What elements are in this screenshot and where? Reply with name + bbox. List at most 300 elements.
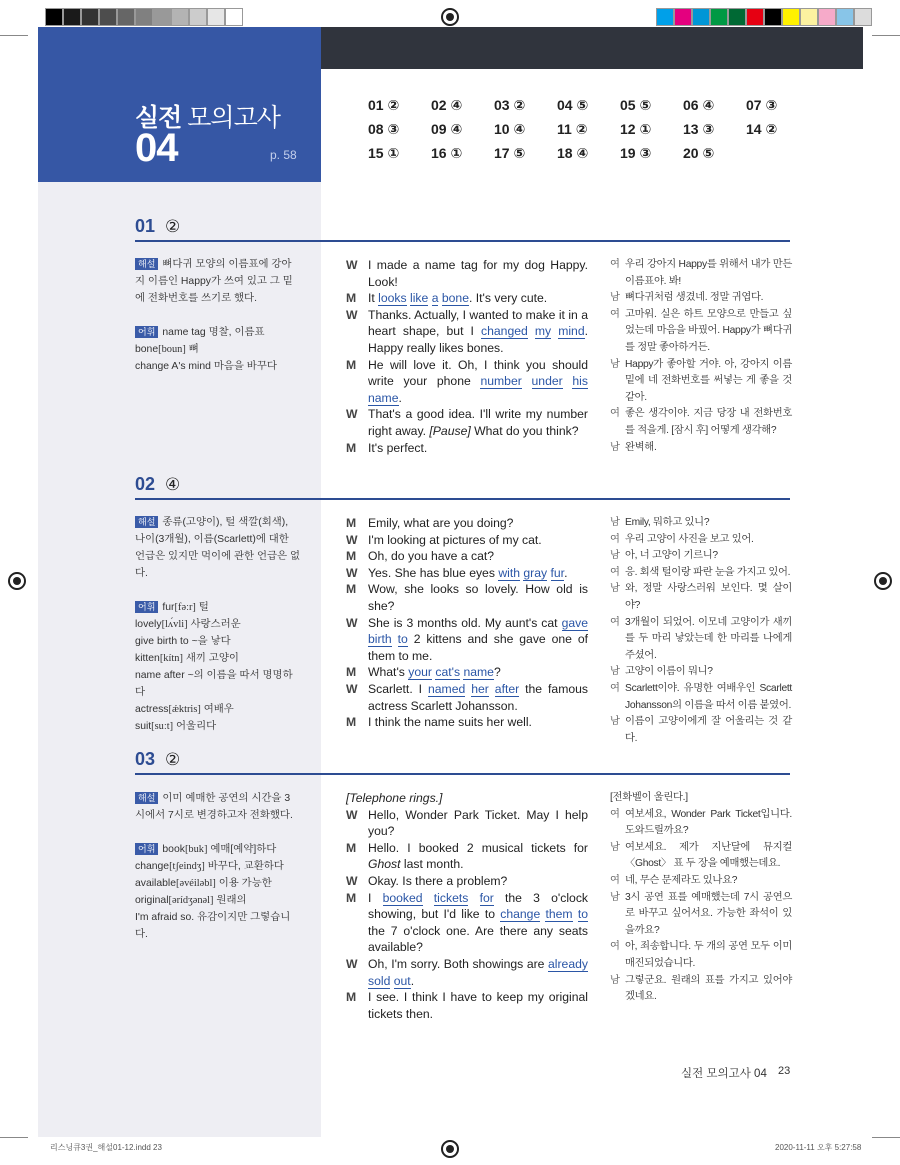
registration-mark-right — [874, 572, 892, 590]
dialog-text: . It's very cute. — [469, 291, 548, 306]
dialog-text — [528, 324, 535, 338]
vocab-word: change A's mind — [135, 361, 211, 372]
highlighted-phrase: for — [479, 890, 494, 905]
dialog-line — [346, 307, 588, 357]
vocab-pronunciation: [ǽktris] — [168, 704, 201, 715]
translation-text: 이름이 고양이에게 잘 어울리는 것 같다. — [625, 716, 792, 744]
speaker-label: 남 — [610, 891, 620, 903]
explanation-tag: 해설 — [135, 258, 158, 270]
spacer — [135, 582, 300, 599]
answer-key-item: 03 ② — [494, 97, 526, 113]
print-gray-swatch — [153, 8, 171, 26]
section-03-dialog — [346, 790, 588, 1022]
explanation-tag: 해설 — [135, 792, 158, 804]
speaker-label: 남 — [610, 666, 620, 678]
section-number: 01 — [135, 216, 156, 236]
print-color-swatch — [854, 8, 872, 26]
vocabulary-tag: 어휘 — [135, 601, 158, 613]
dialog-text: . — [410, 973, 415, 988]
answer-key-item: 19 ③ — [620, 145, 652, 161]
dialog-line — [346, 840, 588, 873]
vocab-item — [135, 616, 300, 633]
highlighted-phrase: name — [463, 665, 494, 680]
registration-mark-bottom — [441, 1140, 459, 1158]
stage-direction: [전화벨이 울린다.] — [610, 792, 688, 803]
section-03-heading — [135, 749, 180, 770]
print-gray-swatch — [225, 8, 243, 26]
vocab-word: suit — [135, 721, 152, 732]
dialog-text — [489, 682, 495, 696]
section-number: 03 — [135, 749, 156, 769]
dialog-text: What's — [368, 665, 409, 680]
highlighted-phrase: a — [431, 291, 439, 306]
translation-line — [610, 615, 792, 665]
dialog-text: Hello, Wonder Park Ticket. May I help you? — [368, 807, 588, 839]
answer-key-item: 20 ⑤ — [683, 145, 715, 161]
highlighted-phrase: like — [410, 291, 429, 306]
dialog-text: That's a good idea. I'll write my number right away. — [368, 407, 588, 438]
vocab-word: name tag — [162, 327, 206, 338]
crop-line-bottom-left — [0, 1137, 28, 1138]
answer-key-item: 01 ② — [368, 97, 400, 113]
dialog-text: It's perfect. — [368, 440, 428, 455]
dialog-text: I — [368, 890, 383, 905]
vocab-item — [135, 650, 300, 667]
print-gray-swatch — [99, 8, 117, 26]
translation-line — [610, 581, 792, 614]
vocab-pronunciation: [buk] — [184, 844, 208, 855]
highlighted-phrase: after — [494, 681, 520, 696]
dialog-text: . — [564, 565, 568, 580]
translation-text: 아, 죄송합니다. 두 개의 공연 모두 이미 매진되었습니다. — [625, 941, 792, 969]
speaker-label: M — [346, 357, 357, 372]
vocab-word: available — [135, 878, 177, 889]
print-gray-swatch — [189, 8, 207, 26]
speaker-label: 남 — [610, 716, 620, 728]
translation-line — [610, 939, 792, 972]
highlighted-phrase: under — [531, 374, 563, 389]
vocab-pronunciation: [əvéiləbl] — [176, 878, 216, 889]
vocab-word: change — [135, 861, 170, 872]
dialog-text — [392, 632, 398, 646]
spacer — [135, 307, 300, 324]
speaker-label: 여 — [610, 408, 620, 420]
vocab-item — [135, 892, 300, 909]
explanation-text — [135, 790, 300, 824]
slug-timestamp: 2020-11-11 오후 5:27:58 — [775, 1143, 862, 1152]
vocab-meaning: 예매[예약]하다 — [210, 844, 277, 855]
section-03-rule — [135, 773, 790, 775]
speaker-label: W — [346, 807, 358, 822]
vocab-word: actress — [135, 704, 169, 715]
answer-key-item: 18 ④ — [557, 145, 589, 161]
dialog-text: Emily, what are you doing? — [368, 516, 514, 530]
dialog-text — [522, 374, 532, 388]
dialog-line — [346, 290, 588, 307]
explanation-body: 종류(고양이), 털 색깔(회색), 나이(3개월), 이름(Scarlett)에 대한 언급은 있지만 먹이에 관한 언급은 없다. — [135, 517, 300, 579]
highlighted-phrase: fur — [550, 565, 565, 580]
section-answer: ④ — [165, 475, 181, 494]
translation-text: 3개월이 되었어. 이모네 고양이가 새끼를 두 마리 낳았는데 한 마리를 나에게 주셨어. — [625, 616, 792, 661]
highlighted-phrase: mind — [558, 324, 585, 339]
dialog-text: I made a name tag for my dog Happy. Look! — [368, 258, 588, 289]
speaker-label: 남 — [610, 583, 620, 595]
dialog-line — [346, 890, 588, 956]
section-02-heading — [135, 474, 180, 495]
print-color-swatch — [800, 8, 818, 26]
color-print-bar — [656, 8, 872, 26]
section-answer: ② — [165, 750, 181, 769]
answer-key-item: 10 ④ — [494, 121, 526, 137]
dialog-text: Thanks. Actually, I wanted to make it in a heart shape, but I — [368, 307, 588, 339]
registration-mark-top — [441, 8, 459, 26]
answer-key-item: 16 ① — [431, 145, 463, 161]
translation-text: 고마워. 실은 하트 모양으로 만들고 싶었는데 마음을 바꿨어. Happy가 뼈다귀를 정말 좋아하거든. — [625, 308, 792, 353]
dialog-line — [346, 615, 588, 665]
speaker-label: W — [346, 407, 358, 422]
highlighted-phrase: out — [393, 973, 411, 988]
print-gray-swatch — [135, 8, 153, 26]
speaker-label: M — [346, 516, 357, 530]
highlighted-phrase: your — [408, 665, 432, 680]
section-number: 02 — [135, 474, 156, 494]
translation-line — [610, 290, 792, 307]
vocab-meaning: 마음을 바꾸다 — [213, 361, 277, 372]
speaker-label: 여 — [610, 308, 620, 320]
translation-line — [610, 565, 792, 582]
section-answer: ② — [165, 217, 181, 236]
speaker-label: M — [346, 840, 357, 855]
print-color-swatch — [710, 8, 728, 26]
speaker-label: M — [346, 990, 357, 1005]
vocab-word: lovely — [135, 619, 162, 630]
print-color-swatch — [656, 8, 674, 26]
section-01-dialog — [346, 257, 588, 456]
translation-line — [610, 840, 792, 873]
answer-key-item: 17 ⑤ — [494, 145, 526, 161]
highlighted-phrase: her — [471, 681, 489, 696]
translation-line — [610, 307, 792, 357]
dialog-text — [423, 891, 434, 905]
speaker-label: W — [346, 681, 358, 696]
vocab-item — [135, 599, 300, 616]
print-color-swatch — [782, 8, 800, 26]
answer-key-item: 11 ② — [557, 121, 588, 137]
vocab-item — [135, 341, 300, 358]
section-01-translation — [610, 257, 792, 456]
print-gray-swatch — [207, 8, 225, 26]
explanation-text — [135, 256, 300, 307]
section-03-explanation — [135, 790, 300, 943]
section-02-translation — [610, 515, 792, 747]
vocab-word: book — [162, 844, 185, 855]
dialog-text: She is 3 months old. My aunt's cat — [368, 615, 562, 630]
test-number: 04 — [135, 126, 178, 170]
speaker-label: 여 — [610, 682, 620, 694]
explanation-body: 뼈다귀 모양의 이름표에 강아지 이름인 Happy가 쓰여 있고 그 밑에 전화번호를 쓰기로 했다. — [135, 259, 293, 304]
vocab-meaning: ~의 이름을 따서 명명하다 — [135, 670, 293, 698]
speaker-label: 남 — [610, 358, 620, 370]
vocab-item — [135, 875, 300, 892]
title-strong: 실전 — [135, 104, 182, 132]
dialog-text: I see. I think I have to keep my original tickets then. — [368, 990, 588, 1021]
print-gray-swatch — [117, 8, 135, 26]
speaker-label: W — [346, 532, 358, 547]
vocab-word: give birth to — [135, 636, 189, 647]
vocab-meaning: ~을 낳다 — [191, 636, 231, 647]
answer-key-item: 09 ④ — [431, 121, 463, 137]
highlighted-phrase: with — [498, 565, 521, 580]
section-01-rule — [135, 240, 790, 242]
speaker-label: M — [346, 665, 357, 680]
answer-key-item: 14 ② — [746, 121, 778, 137]
vocabulary-tag: 어휘 — [135, 843, 158, 855]
answer-key-item: 02 ④ — [431, 97, 463, 113]
vocab-meaning: 털 — [198, 602, 209, 613]
translation-line — [610, 973, 792, 1006]
highlighted-phrase: bone — [441, 291, 469, 306]
vocab-pronunciation: [suːt] — [151, 721, 174, 732]
translation-text: Happy가 좋아할 거야. 아, 강아지 이름 밑에 네 전화번호를 써넣는 게 좋을 것 같아. — [625, 358, 792, 403]
print-color-swatch — [728, 8, 746, 26]
vocab-pronunciation: [boun] — [158, 344, 186, 355]
speaker-label: M — [346, 582, 357, 597]
dialog-line — [346, 681, 588, 714]
speaker-label: 남 — [610, 550, 620, 562]
dialog-text: the 3 o'clock showing, but I'd like to — [368, 890, 589, 922]
translation-text: 여보세요. 제가 지난달에 뮤지컬 〈Ghost〉 표 두 장을 예매했는데요. — [625, 841, 792, 870]
translation-line — [610, 714, 792, 747]
translation-line — [610, 681, 792, 714]
vocab-item — [135, 909, 300, 943]
dialog-text: Yes. She has blue eyes — [368, 565, 499, 580]
header-dark-band — [321, 27, 863, 69]
speaker-label: 남 — [610, 441, 620, 453]
registration-mark-left — [8, 572, 26, 590]
vocab-word: original — [135, 895, 169, 906]
dialog-line — [346, 989, 588, 1022]
translation-line — [610, 440, 792, 457]
stage-direction: Ghost — [368, 857, 401, 872]
translation-text: 완벽해. — [625, 441, 657, 453]
speaker-label: 남 — [610, 974, 620, 986]
dialog-text: last month. — [400, 857, 464, 872]
vocabulary-tag: 어휘 — [135, 326, 158, 338]
footer-label: 실전 모의고사 04 — [681, 1068, 767, 1080]
vocab-item — [135, 841, 300, 858]
vocab-pronunciation: [lʌ́vli] — [161, 619, 188, 630]
speaker-label: W — [346, 307, 358, 322]
dialog-line — [346, 873, 588, 890]
highlighted-phrase: them — [545, 907, 573, 922]
translation-text: 와, 정말 사랑스러워 보인다. 몇 살이야? — [625, 583, 792, 611]
translation-line — [610, 257, 792, 290]
highlighted-phrase: named — [428, 681, 466, 696]
dialog-line — [346, 548, 588, 565]
speaker-label: 여 — [610, 874, 620, 886]
answer-key-item: 08 ③ — [368, 121, 400, 137]
explanation-body: 이미 예매한 공연의 시간을 3시에서 7시로 변경하고자 전화했다. — [135, 793, 293, 821]
vocab-pronunciation: [tʃeindʒ] — [169, 861, 205, 872]
translation-text: 우리 강아지 Happy를 위해서 내가 만든 이름표야. 봐! — [625, 259, 792, 287]
dialog-line — [346, 565, 588, 582]
crop-line-bottom-right — [872, 1137, 900, 1138]
vocab-item — [135, 358, 300, 375]
vocab-meaning: 명찰, 이름표 — [208, 327, 265, 338]
vocab-item — [135, 858, 300, 875]
speaker-label: M — [346, 890, 357, 905]
dialog-text: What do you think? — [470, 423, 579, 438]
section-01-explanation — [135, 256, 300, 375]
speaker-label: M — [346, 291, 357, 306]
vocab-meaning: 이용 가능한 — [218, 878, 272, 889]
highlighted-phrase: birth — [368, 632, 392, 647]
speaker-label: M — [346, 440, 357, 455]
dialog-text: I think the name suits her well. — [368, 715, 532, 730]
dialog-text: Oh, I'm sorry. Both showings are — [368, 956, 549, 971]
explanation-text — [135, 514, 300, 582]
dialog-text: I'm looking at pictures of my cat. — [368, 532, 542, 547]
vocab-meaning: 바꾸다, 교환하다 — [207, 861, 284, 872]
highlighted-phrase: changed — [481, 324, 528, 339]
section-03-translation — [610, 790, 792, 1006]
vocab-item — [135, 667, 300, 701]
crop-line-top-right — [872, 35, 900, 36]
slug-file-name: 리스닝큐3권_해설01-12.indd 23 — [50, 1143, 162, 1152]
grayscale-print-bar — [45, 8, 243, 26]
highlighted-phrase: sold — [368, 973, 391, 988]
dialog-line — [346, 664, 588, 681]
translation-text: 네, 무슨 문제라도 있나요? — [625, 874, 738, 886]
highlighted-phrase: change — [500, 907, 541, 922]
speaker-label: 남 — [610, 517, 620, 528]
dialog-line — [346, 532, 588, 549]
translation-line — [610, 873, 792, 890]
highlighted-phrase: to — [397, 632, 408, 647]
translation-text: 고양이 이름이 뭐니? — [625, 666, 713, 678]
dialog-text: . — [398, 390, 402, 405]
speaker-label: 여 — [610, 941, 620, 953]
vocab-pronunciation: [fəːr] — [174, 602, 196, 613]
print-gray-swatch — [63, 8, 81, 26]
dialog-text: Hello. I booked 2 musical tickets for — [368, 840, 588, 855]
speaker-label: W — [346, 615, 358, 630]
dialog-text — [468, 891, 479, 905]
speaker-label: M — [346, 549, 357, 564]
translation-line — [610, 406, 792, 439]
print-color-swatch — [818, 8, 836, 26]
vocab-pronunciation: [ərídʒənəl] — [168, 895, 214, 906]
highlighted-phrase: gave — [561, 615, 588, 630]
vocab-meaning: 사랑스러운 — [190, 619, 241, 630]
answer-key-grid — [368, 97, 809, 164]
print-color-swatch — [746, 8, 764, 26]
translation-line — [610, 515, 792, 532]
dialog-text: ? — [493, 665, 501, 680]
dialog-text: It — [368, 291, 379, 306]
vocab-word: fur — [162, 602, 175, 613]
section-02-dialog — [346, 515, 588, 731]
translation-text: 우리 고양이 사진을 보고 있어. — [625, 533, 754, 545]
translation-line — [610, 890, 792, 940]
vocab-word: name after — [135, 670, 185, 681]
highlighted-phrase: name — [368, 390, 399, 405]
print-gray-swatch — [171, 8, 189, 26]
translation-text: Scarlett이야. 유명한 여배우인 Scarlett Johansson의 이름을 따서 이름 붙였어. — [625, 682, 792, 711]
answer-key-item: 05 ⑤ — [620, 97, 652, 113]
translation-line — [610, 357, 792, 407]
translation-line — [610, 664, 792, 681]
title-rest: 모의고사 — [187, 104, 280, 132]
section-02-explanation — [135, 514, 300, 735]
dialog-line — [346, 807, 588, 840]
dialog-line — [346, 406, 588, 439]
dialog-text: Wow, she looks so lovely. How old is she? — [368, 582, 588, 613]
vocab-item — [135, 701, 300, 718]
dialog-line — [346, 257, 588, 290]
translation-text: 여보세요, Wonder Park Ticket입니다. 도와드릴까요? — [625, 808, 792, 837]
speaker-label: W — [346, 956, 358, 971]
answer-key-item: 13 ③ — [683, 121, 715, 137]
print-color-swatch — [674, 8, 692, 26]
translation-line — [610, 548, 792, 565]
dialog-text: He will love it. Oh, I think you should write your phone — [368, 357, 588, 389]
dialog-text: Oh, do you have a cat? — [368, 549, 495, 564]
vocab-meaning: 원래의 — [216, 895, 247, 906]
speaker-label: 남 — [610, 841, 620, 853]
translation-text: Emily, 뭐하고 있니? — [625, 517, 710, 528]
print-gray-swatch — [81, 8, 99, 26]
translation-text: 뼈다귀처럼 생겼네. 정말 귀엽다. — [625, 292, 764, 304]
print-color-swatch — [764, 8, 782, 26]
vocab-word: kitten — [135, 653, 160, 664]
vocab-pronunciation: [kítn] — [159, 653, 183, 664]
speaker-label: 여 — [610, 616, 620, 628]
stage-direction: [Telephone rings.] — [346, 791, 443, 805]
vocab-meaning: 뼈 — [188, 344, 199, 355]
highlighted-phrase: gray — [523, 565, 548, 580]
dialog-text: Okay. Is there a problem? — [368, 873, 508, 888]
speaker-label: 여 — [610, 566, 620, 578]
dialog-text — [547, 566, 550, 580]
vocab-meaning: 새끼 고양이 — [185, 653, 239, 664]
dialog-line — [346, 440, 588, 457]
answer-key-item: 04 ⑤ — [557, 97, 589, 113]
highlighted-phrase: his — [572, 374, 588, 389]
print-gray-swatch — [45, 8, 63, 26]
speaker-label: W — [346, 258, 358, 272]
translation-text: 3시 공연 표를 예매했는데 7시 공연으로 바꾸고 싶어서요. 가능한 좌석이 있을까요? — [625, 891, 792, 936]
dialog-text: the 7 o'clock one. Are there any seats available? — [368, 923, 588, 955]
print-color-swatch — [692, 8, 710, 26]
speaker-label: 남 — [610, 292, 620, 304]
highlighted-phrase: cat's — [435, 665, 461, 680]
speaker-label: M — [346, 715, 357, 730]
highlighted-phrase: looks — [378, 291, 407, 306]
vocab-item — [135, 718, 300, 735]
vocab-item — [135, 633, 300, 650]
dialog-line — [346, 956, 588, 989]
dialog-text: . Happy really likes bones. — [368, 324, 588, 355]
dialog-line — [346, 714, 588, 731]
highlighted-phrase: to — [577, 907, 588, 922]
vocab-word: I'm afraid so. — [135, 912, 195, 923]
print-color-swatch — [836, 8, 854, 26]
answer-key-item: 15 ① — [368, 145, 400, 161]
highlighted-phrase: my — [534, 324, 552, 339]
dialog-text: Scarlett. I — [368, 681, 428, 696]
dialog-line — [346, 581, 588, 614]
